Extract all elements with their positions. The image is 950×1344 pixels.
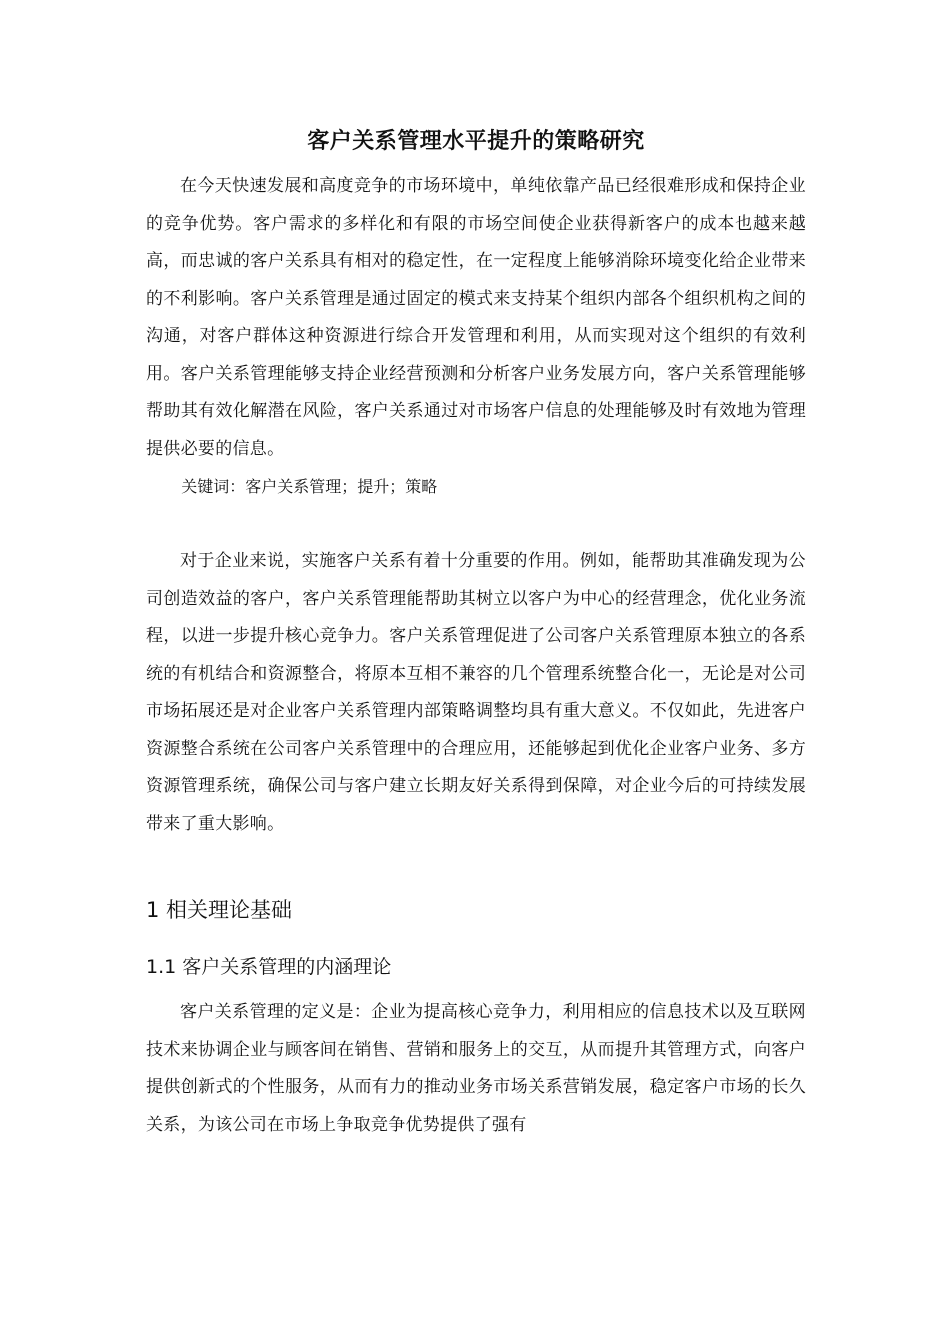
intro-paragraph: 对于企业来说，实施客户关系有着十分重要的作用。例如，能帮助其准确发现为公司创造效益的客户，客户关系管理能帮助其树立以客户为中心的经营理念，优化业务流程，以进一步提升核心竞争力。客户关系管理促进了公司客户关系管理原本独立的各系统的有机结合和资源整合，将原本互相不兼容的几个管理系统整合化一，无论是对公司市场拓展还是对企业客户关系管理内部策略调整均具有重大意义。不仅如此，先进客户资源整合系统在公司客户关系管理中的合理应用，还能够起到优化企业客户业务、多方资源管理系统，确保公司与客户建立长期友好关系得到保障，对企业今后的可持续发展带来了重大影响。 — [146, 551, 806, 834]
section-heading-1: 1 相关理论基础 — [146, 898, 293, 922]
section-1-1-paragraph: 客户关系管理的定义是：企业为提高核心竞争力，利用相应的信息技术以及互联网技术来协调企业与顾客间在销售、营销和服务上的交互，从而提升其管理方式，向客户提供创新式的个性服务，从而有力的推动业务市场关系营销发展，稳定客户市场的长久关系，为该公司在市场上争取竞争优势提供了强有 — [146, 1002, 806, 1135]
abstract-paragraph: 在今天快速发展和高度竞争的市场环境中，单纯依靠产品已经很难形成和保持企业的竞争优势。客户需求的多样化和有限的市场空间使企业获得新客户的成本也越来越高，而忠诚的客户关系具有相对的稳定性，在一定程度上能够消除环境变化给企业带来的不利影响。客户关系管理是通过固定的模式来支持某个组织内部各个组织机构之间的沟通，对客户群体这种资源进行综合开发管理和利用，从而实现对这个组织的有效利用。客户关系管理能够支持企业经营预测和分析客户业务发展方向，客户关系管理能够帮助其有效化解潜在风险，客户关系通过对市场客户信息的处理能够及时有效地为管理提供必要的信息。 — [146, 176, 806, 459]
keywords-line: 关键词：客户关系管理；提升；策略 — [181, 477, 438, 496]
document-body — [146, 120, 806, 1144]
document-title: 客户关系管理水平提升的策略研究 — [307, 128, 645, 154]
section-heading-1-1: 1.1 客户关系管理的内涵理论 — [146, 956, 392, 978]
